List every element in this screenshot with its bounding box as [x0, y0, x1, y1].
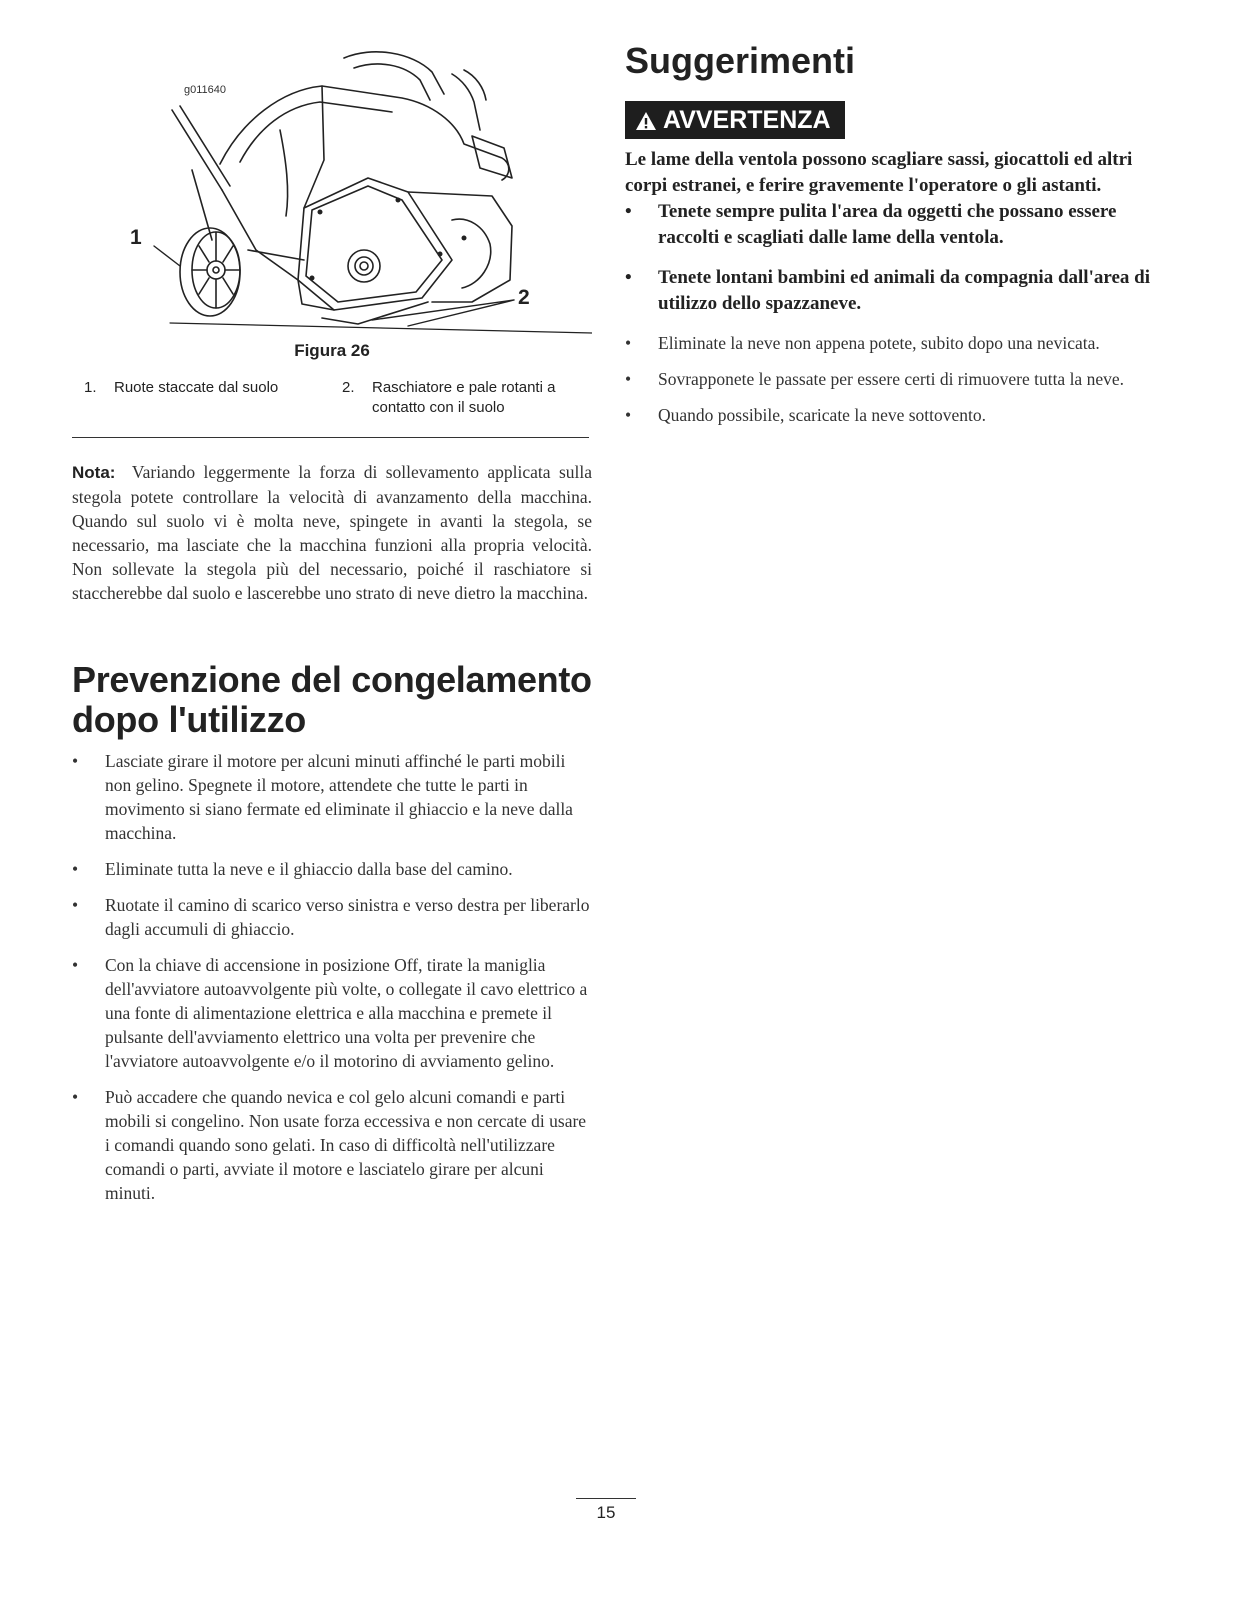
bullet: •	[625, 405, 632, 425]
freeze-list	[72, 749, 592, 1217]
bullet: •	[72, 1087, 79, 1107]
page-footer	[576, 1498, 636, 1523]
list-item	[625, 367, 1155, 391]
list-item	[72, 953, 592, 1073]
warning-banner	[625, 101, 845, 139]
bullet: •	[72, 751, 79, 771]
list-item	[72, 857, 592, 881]
legend-item	[342, 378, 587, 418]
legend-number: 2.	[342, 379, 355, 396]
bullet: •	[72, 895, 79, 915]
legend-text: Raschiatore e pale rotanti a contatto con il suolo	[372, 379, 556, 416]
note-paragraph	[72, 460, 592, 605]
legend-item	[84, 378, 278, 398]
right-column	[625, 40, 1155, 439]
warning-list	[625, 199, 1155, 317]
snowthrower-illustration	[72, 40, 592, 340]
callout-2: 2	[518, 286, 530, 309]
list-item-text: Tenete sempre pulita l'area da oggetti che possano essere raccolti e scagliati dalle lame della ventola.	[658, 201, 1117, 248]
note-label: Nota:	[72, 463, 116, 482]
figure-code: g011640	[184, 84, 227, 96]
footer-rule	[576, 1498, 636, 1499]
warning-text: Le lame della ventola possono scagliare sassi, giocattoli ed altri corpi estranei, e ferire gravemente l'operatore o gli astanti.	[625, 149, 1133, 196]
list-item-text: Può accadere che quando nevica e col gelo alcuni comandi e parti mobili si congelino. Non usate forza eccessiva e non cercate di usare i comandi quando sono gelati. In caso di difficoltà nell'utilizzare comandi o parti, avviate il motore e lasciatelo girare per alcuni minuti.	[105, 1087, 587, 1203]
list-item	[625, 403, 1155, 427]
figure-caption: Figura 26	[294, 341, 370, 360]
legend-text: Ruote staccate dal suolo	[114, 379, 279, 396]
note-text: Variando leggermente la forza di sollevamento applicata sulla stegola potete controllare la velocità di avanzamento della macchina. Quando sul suolo vi è molta neve, spingete in avanti la stegola, se necessario, ma lasciate che la macchina funzioni alla propria velocità. Non sollevate la stegola più del necessario, poiché il raschiatore si staccherebbe dal suolo e lascerebbe uno strato di neve dietro la macchina.	[72, 462, 592, 603]
list-item	[625, 331, 1155, 355]
list-item	[625, 265, 1155, 317]
bullet: •	[625, 369, 632, 389]
warning-triangle-icon	[635, 111, 657, 131]
legend-number: 1.	[84, 379, 97, 396]
list-item-text: Con la chiave di accensione in posizione Off, tirate la maniglia dell'avviatore autoavvolgente più volte, o collegate il cavo elettrico a una fonte di alimentazione elettrica e alla macchina e premete il pulsante dell'avviamento elettrico una volta per prevenire che l'avviatore autoavvolgente e/o il motorino di avviamento gelino.	[105, 955, 588, 1071]
list-item-text: Ruotate il camino di scarico verso sinistra e verso destra per liberarlo dagli accumuli di ghiaccio.	[105, 895, 590, 939]
list-item-text: Eliminate la neve non appena potete, subito dopo una nevicata.	[658, 333, 1100, 353]
section-title-tips: Suggerimenti	[625, 40, 856, 81]
list-item-text: Sovrapponete le passate per essere certi di rimuovere tutta la neve.	[658, 369, 1124, 389]
list-item-text: Eliminate tutta la neve e il ghiaccio dalla base del camino.	[105, 859, 513, 879]
tips-list	[625, 331, 1155, 427]
list-item	[625, 199, 1155, 251]
list-item-text: Tenete lontani bambini ed animali da compagnia dall'area di utilizzo dello spazzaneve.	[658, 267, 1150, 314]
callout-1: 1	[130, 226, 142, 249]
bullet: •	[625, 333, 632, 353]
page-number: 15	[596, 1503, 616, 1522]
bullet: •	[625, 201, 632, 222]
section-title-freeze: Prevenzione del congelamento dopo l'utilizzo	[72, 659, 592, 740]
bullet: •	[72, 859, 79, 879]
figure-26	[72, 40, 592, 360]
list-item	[72, 893, 592, 941]
bullet: •	[625, 267, 632, 288]
list-item	[72, 749, 592, 845]
list-item-text: Lasciate girare il motore per alcuni minuti affinché le parti mobili non gelino. Spegnete il motore, attendete che tutte le parti in movimento si siano fermate ed eliminate il ghiaccio e la neve dalla macchina.	[105, 751, 573, 843]
left-column	[72, 40, 592, 1203]
list-item	[72, 1085, 592, 1205]
bullet: •	[72, 955, 79, 975]
warning-label: AVVERTENZA	[663, 106, 831, 134]
list-item-text: Quando possibile, scaricate la neve sottovento.	[658, 405, 987, 425]
divider	[72, 437, 589, 438]
